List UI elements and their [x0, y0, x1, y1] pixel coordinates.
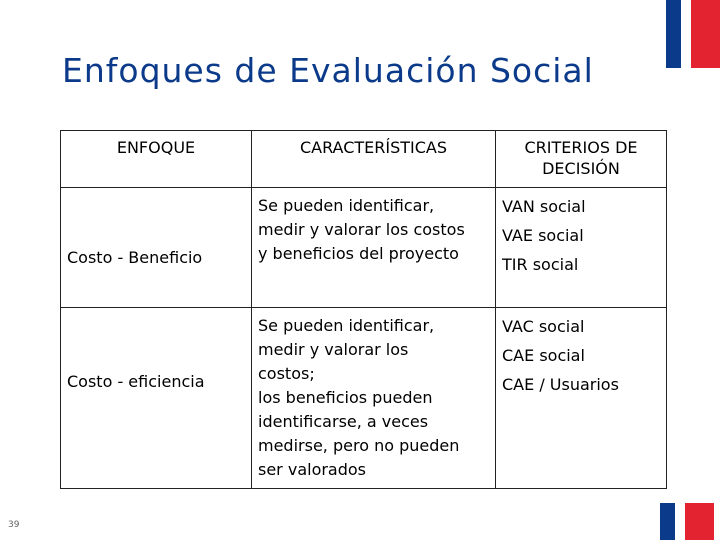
- page-number: 39: [8, 520, 20, 530]
- row1-car-line: y beneficios del proyecto: [258, 244, 459, 263]
- row1-criterios: [496, 188, 667, 308]
- criterion-item: TIR social: [502, 255, 579, 274]
- chile-flag-stripe-bottom: [660, 503, 714, 540]
- approaches-table: [60, 130, 667, 489]
- row1-car-line: medir y valorar los costos: [258, 220, 465, 239]
- criterion-item: VAN social: [502, 197, 586, 216]
- row2-car-line: Se pueden identificar,: [258, 316, 435, 335]
- row2-car-line: medir y valorar los: [258, 340, 409, 359]
- criterion-item: VAE social: [502, 226, 584, 245]
- row2-enfoque: Costo - eficiencia: [61, 308, 252, 489]
- row2-car-line: medirse, pero no pueden: [258, 436, 460, 455]
- header-caracteristicas: CARACTERÍSTICAS: [252, 131, 496, 188]
- row2-caracteristicas: [252, 308, 496, 489]
- table-row: [61, 308, 667, 489]
- row2-car-line: costos;: [258, 364, 315, 383]
- criterion-item: VAC social: [502, 317, 585, 336]
- row1-car-line: Se pueden identificar,: [258, 196, 435, 215]
- table-header-row: [61, 131, 667, 188]
- header-criterios: CRITERIOS DE DECISIÓN: [496, 131, 667, 188]
- header-enfoque: ENFOQUE: [61, 131, 252, 188]
- row1-enfoque: Costo - Beneficio: [61, 188, 252, 308]
- criterion-item: CAE / Usuarios: [502, 375, 619, 394]
- row2-car-line: los beneficios pueden: [258, 388, 433, 407]
- row2-car-line: identificarse, a veces: [258, 412, 429, 431]
- slide-title: Enfoques de Evaluación Social: [62, 51, 594, 90]
- row2-criterios: [496, 308, 667, 489]
- row1-caracteristicas: [252, 188, 496, 308]
- row2-car-line: ser valorados: [258, 460, 367, 479]
- chile-flag-stripe-top: [666, 0, 720, 68]
- table-row: [61, 188, 667, 308]
- criterion-item: CAE social: [502, 346, 585, 365]
